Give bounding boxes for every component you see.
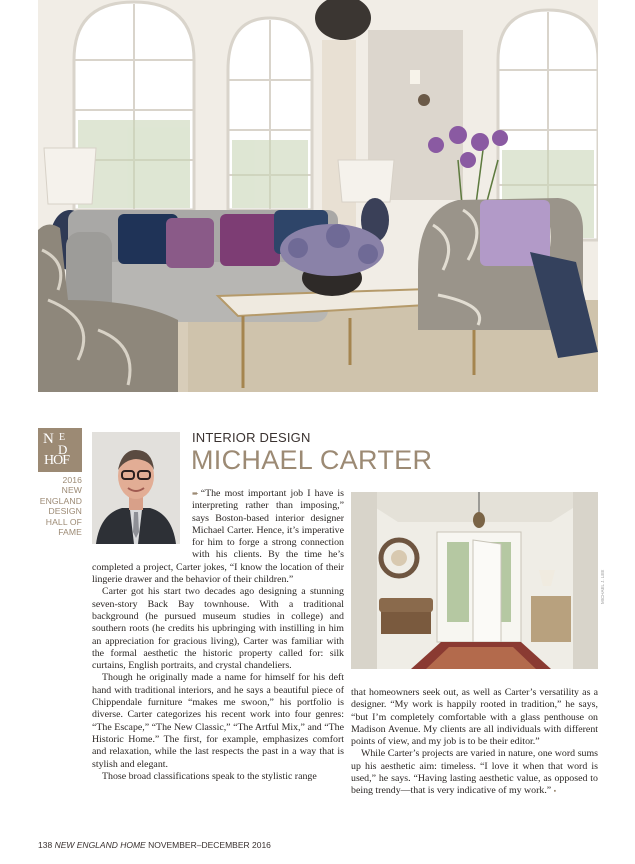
hall-of-fame-label (38, 475, 82, 537)
hof-year: 2016 (62, 475, 82, 485)
logo-letter-e: E (59, 432, 66, 443)
portrait-text-wrap (92, 488, 192, 556)
article-column-1-body (92, 488, 344, 783)
entryway-photo (351, 492, 598, 669)
logo-letter-d: D (58, 442, 68, 457)
hall-of-fame-logo (38, 428, 82, 472)
paragraph-5: that homeowners seek out, as well as Carter’s versatility as a designer. “My work is happily rooted in tradition,” he says, “but I’m completely comfortable with a glass penthouse on Madison Avenue. My clients are all individuals with different points of view, and my job is to be their editor.” (351, 687, 598, 748)
hof-line: DESIGN (48, 506, 82, 517)
paragraph-6 (351, 748, 598, 797)
logo-letter-n: N (43, 431, 53, 447)
logo-letters-hof: HOF (44, 453, 70, 468)
hof-line: FAME (58, 527, 82, 538)
paragraph-3: Though he originally made a name for himself for his deft hand with traditional interiors, and he says a beautiful piece of Chippendale furniture “makes me swoon,” his portfolio is diverse. Carter categorizes his recent work into four genres: “The Escape,” “The New Classic,” “The Artful Mix,” and “The Historic Home.” The first, for example, emphasizes comfort and relaxation, while the last respects the past in a way that is stylish and elegant. (92, 672, 344, 770)
section-kicker: INTERIOR DESIGN (192, 430, 311, 445)
paragraph-1-text: “The most important job I have is interpreting rather than imposing,” says Boston-based interior designer Michael Carter. Hence, it’s imperative for him to forge a strong connection with his clients. By the time he’s completed a project, Carter jokes, “I know the location of their lingerie drawer and the behavior of their children.” (92, 488, 344, 586)
paragraph-2: Carter got his start two decades ago designing a stunning seven-story Back Bay townhouse. With a traditional background (he pursued museum studies in college) and southern roots (he credits his upbringing with instilling in him an appreciation for gracious living), Carter was familiar with the formal aesthetic the historic property called for: silk curtains, English portraits, and crystal chandeliers. (92, 586, 344, 672)
article-column-2 (351, 687, 598, 798)
paragraph-1 (92, 488, 344, 586)
paragraph-4: Those broad classifications speak to the stylistic range (102, 770, 317, 782)
hero-photo (38, 0, 598, 392)
hof-line: ENGLAND (39, 495, 82, 506)
page-number: 138 (38, 840, 53, 850)
end-mark-icon: ▪ (553, 787, 557, 796)
magazine-name: NEW ENGLAND HOME (54, 840, 146, 850)
entryway-illustration (351, 492, 598, 669)
hof-line: NEW (61, 485, 82, 496)
hof-line: HALL OF (45, 516, 82, 527)
designer-name: MICHAEL CARTER (191, 445, 433, 475)
page-folio (38, 840, 271, 850)
photo-credit: MICHAEL J. LEE (600, 569, 605, 604)
paragraph-6-text: While Carter’s projects are varied in nature, one word sums up his aesthetic aim: timeless. “I love it when that word is used,” he says. “Having lasting aesthetic value, as opposed to being trendy—that is very indicative of my work.” (351, 748, 598, 797)
living-room-illustration (38, 0, 598, 392)
arrow-bullet-icon: ➨ (192, 489, 199, 498)
issue-date: NOVEMBER–DECEMBER 2016 (148, 840, 271, 850)
